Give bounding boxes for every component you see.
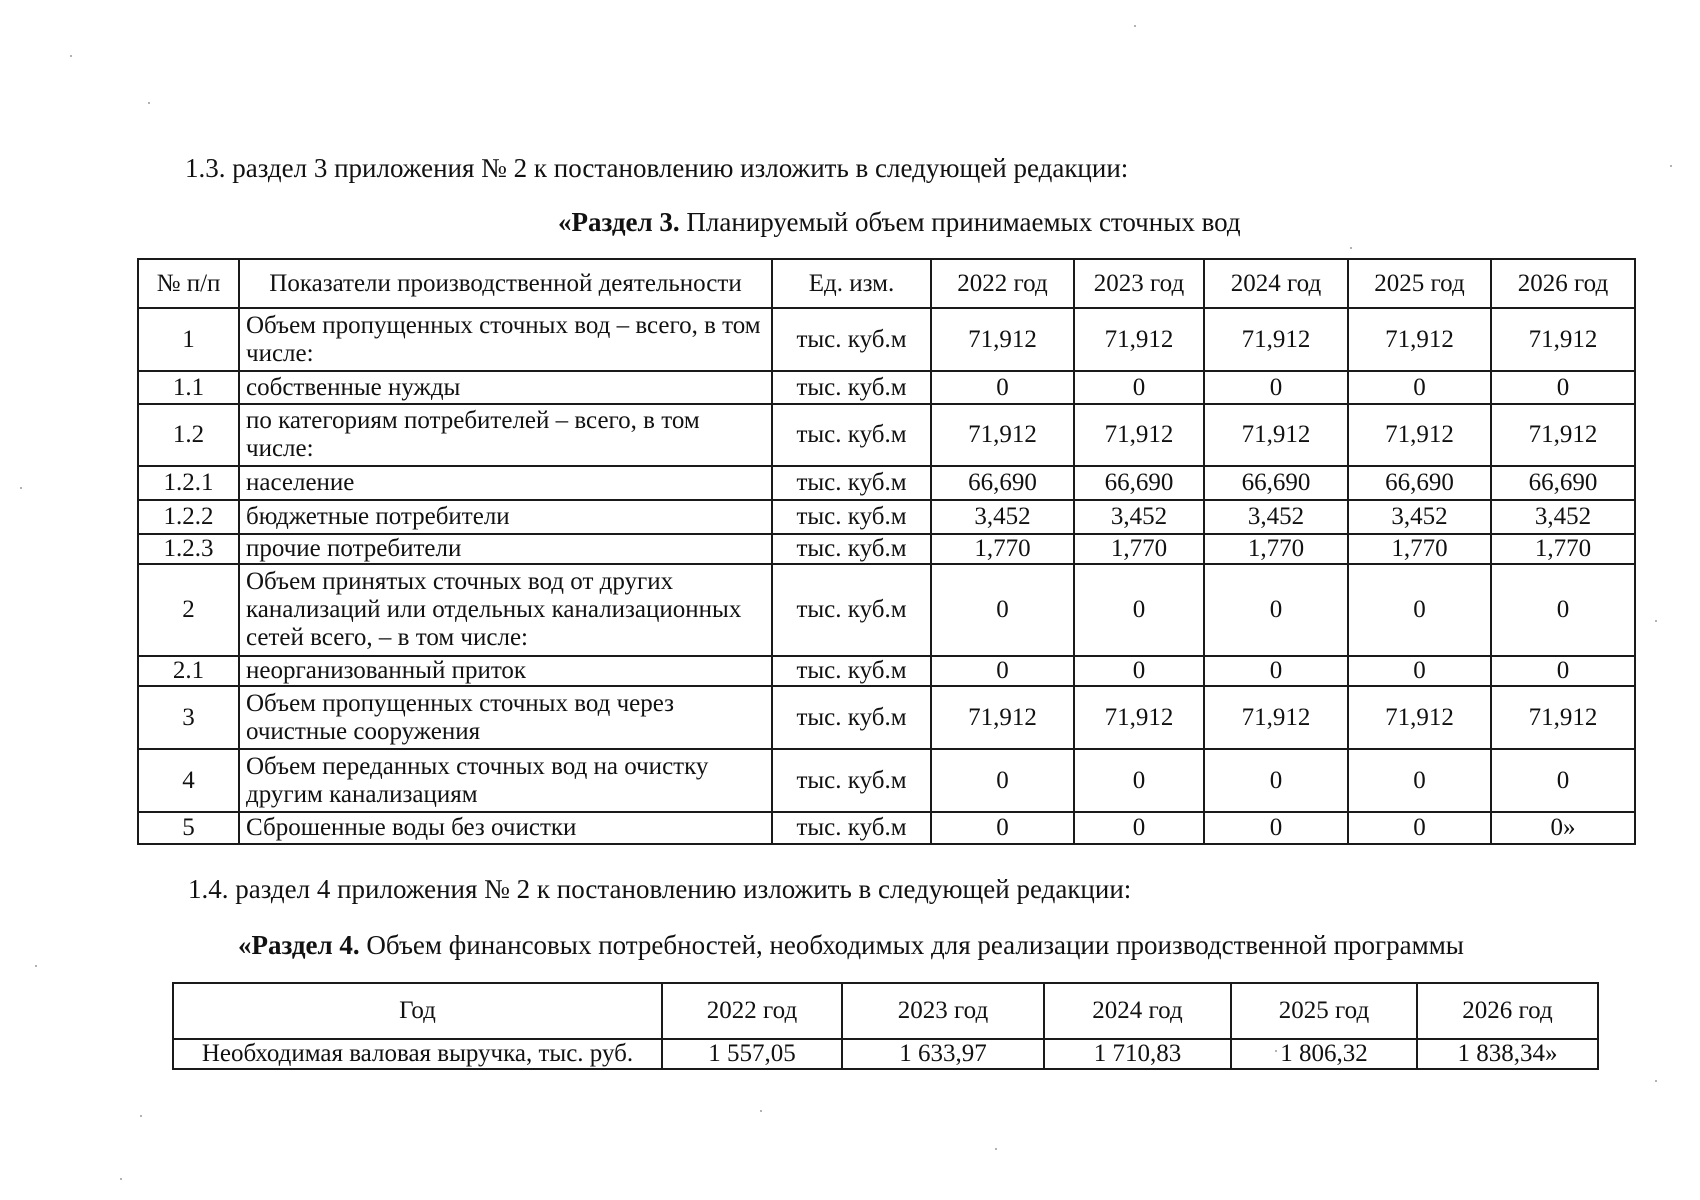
table4-header-2025: 2025 год	[1231, 983, 1417, 1039]
row-number: 1	[138, 308, 239, 371]
row-unit: тыс. куб.м	[772, 404, 931, 466]
row-unit: тыс. куб.м	[772, 534, 931, 564]
value-2022: 0	[931, 656, 1074, 686]
value-2023: 0	[1074, 749, 1204, 812]
revenue-2023: 1 633,97	[842, 1039, 1044, 1069]
row-indicator: Объем принятых сточных вод от других канализаций или отдельных канализационных сетей всего, – в том числе:	[239, 564, 772, 656]
value-2024: 66,690	[1204, 466, 1348, 500]
scan-speck	[35, 965, 37, 967]
revenue-2025: 1 806,32	[1231, 1039, 1417, 1069]
table3-header-row	[138, 259, 1635, 308]
value-2022: 0	[931, 371, 1074, 404]
scan-speck	[140, 1115, 142, 1117]
value-2024: 3,452	[1204, 500, 1348, 534]
value-2022: 66,690	[931, 466, 1074, 500]
table3-header-indicator: Показатели производственной деятельности	[239, 259, 772, 308]
revenue-2024: 1 710,83	[1044, 1039, 1231, 1069]
scan-speck	[760, 1110, 762, 1112]
row-number: 1.1	[138, 371, 239, 404]
value-2024: 0	[1204, 656, 1348, 686]
value-2023: 71,912	[1074, 404, 1204, 466]
row-unit: тыс. куб.м	[772, 656, 931, 686]
row-indicator: Объем пропущенных сточных вод через очистные сооружения	[239, 686, 772, 749]
paragraph-1-3: 1.3. раздел 3 приложения № 2 к постановлению изложить в следующей редакции:	[185, 153, 1129, 183]
table4-header-2023: 2023 год	[842, 983, 1044, 1039]
value-2022: 1,770	[931, 534, 1074, 564]
table3-header-2024: 2024 год	[1204, 259, 1348, 308]
row-indicator: неорганизованный приток	[239, 656, 772, 686]
value-2025: 66,690	[1348, 466, 1491, 500]
value-2025: 0	[1348, 371, 1491, 404]
value-2022: 71,912	[931, 308, 1074, 371]
value-2023: 0	[1074, 564, 1204, 656]
value-2025: 71,912	[1348, 686, 1491, 749]
scan-speck	[148, 102, 150, 104]
table-row	[138, 500, 1635, 534]
value-2026: 71,912	[1491, 404, 1635, 466]
value-2026: 0	[1491, 564, 1635, 656]
row-unit: тыс. куб.м	[772, 564, 931, 656]
value-2024: 0	[1204, 749, 1348, 812]
row-number: 1.2	[138, 404, 239, 466]
value-2025: 0	[1348, 656, 1491, 686]
table4-header-2026: 2026 год	[1417, 983, 1598, 1039]
row-indicator: Объем пропущенных сточных вод – всего, в том числе:	[239, 308, 772, 371]
value-2025: 71,912	[1348, 404, 1491, 466]
table-row	[138, 534, 1635, 564]
value-2025: 0	[1348, 749, 1491, 812]
table4-header-2024: 2024 год	[1044, 983, 1231, 1039]
scan-speck	[1275, 1050, 1277, 1052]
value-2024: 0	[1204, 812, 1348, 844]
scan-speck	[70, 55, 72, 57]
value-2025: 3,452	[1348, 500, 1491, 534]
row-unit: тыс. куб.м	[772, 308, 931, 371]
value-2023: 66,690	[1074, 466, 1204, 500]
paragraph-1-4: 1.4. раздел 4 приложения № 2 к постановлению изложить в следующей редакции:	[188, 874, 1132, 904]
value-2026: 0	[1491, 371, 1635, 404]
value-2026: 0»	[1491, 812, 1635, 844]
table3-header-2026: 2026 год	[1491, 259, 1635, 308]
section-4-title-bold: «Раздел 4.	[238, 930, 360, 960]
table3-header-unit: Ед. изм.	[772, 259, 931, 308]
section-3-title	[558, 206, 1241, 238]
row-number: 2.1	[138, 656, 239, 686]
value-2024: 71,912	[1204, 686, 1348, 749]
row-unit: тыс. куб.м	[772, 500, 931, 534]
table-row	[138, 466, 1635, 500]
table-row	[173, 1039, 1598, 1069]
scan-speck	[120, 1178, 122, 1180]
table4-header-year: Год	[173, 983, 662, 1039]
value-2023: 71,912	[1074, 308, 1204, 371]
scan-speck	[1670, 165, 1672, 167]
value-2022: 0	[931, 564, 1074, 656]
row-number: 5	[138, 812, 239, 844]
value-2025: 71,912	[1348, 308, 1491, 371]
row-indicator: по категориям потребителей – всего, в том числе:	[239, 404, 772, 466]
value-2026: 3,452	[1491, 500, 1635, 534]
revenue-2026: 1 838,34»	[1417, 1039, 1598, 1069]
table-row	[138, 308, 1635, 371]
table-row	[138, 404, 1635, 466]
value-2023: 3,452	[1074, 500, 1204, 534]
table4-header-row	[173, 983, 1598, 1039]
value-2023: 0	[1074, 812, 1204, 844]
row-unit: тыс. куб.м	[772, 466, 931, 500]
revenue-label: Необходимая валовая выручка, тыс. руб.	[173, 1039, 662, 1069]
row-number: 1.2.2	[138, 500, 239, 534]
value-2023: 0	[1074, 656, 1204, 686]
table3-header-2025: 2025 год	[1348, 259, 1491, 308]
value-2024: 71,912	[1204, 404, 1348, 466]
value-2026: 0	[1491, 656, 1635, 686]
value-2022: 3,452	[931, 500, 1074, 534]
row-number: 1.2.1	[138, 466, 239, 500]
table3-header-num: № п/п	[138, 259, 239, 308]
table-row	[138, 564, 1635, 656]
row-unit: тыс. куб.м	[772, 371, 931, 404]
section-3-title-bold: «Раздел 3.	[558, 207, 680, 237]
table-row	[138, 686, 1635, 749]
value-2022: 71,912	[931, 404, 1074, 466]
value-2022: 71,912	[931, 686, 1074, 749]
row-unit: тыс. куб.м	[772, 812, 931, 844]
scan-speck	[1655, 1080, 1657, 1082]
value-2023: 0	[1074, 371, 1204, 404]
row-indicator: население	[239, 466, 772, 500]
table4-header-2022: 2022 год	[662, 983, 842, 1039]
table-row	[138, 812, 1635, 844]
row-indicator: Объем переданных сточных вод на очистку другим канализациям	[239, 749, 772, 812]
scan-speck	[1350, 247, 1352, 249]
row-unit: тыс. куб.м	[772, 686, 931, 749]
value-2026: 71,912	[1491, 308, 1635, 371]
value-2024: 71,912	[1204, 308, 1348, 371]
table-row	[138, 656, 1635, 686]
row-indicator: бюджетные потребители	[239, 500, 772, 534]
value-2024: 1,770	[1204, 534, 1348, 564]
value-2023: 1,770	[1074, 534, 1204, 564]
section-4-title	[238, 929, 1464, 961]
revenue-2022: 1 557,05	[662, 1039, 842, 1069]
scan-speck	[20, 487, 22, 489]
row-number: 3	[138, 686, 239, 749]
row-unit: тыс. куб.м	[772, 749, 931, 812]
table-section-4	[172, 982, 1599, 1070]
value-2025: 0	[1348, 564, 1491, 656]
value-2026: 66,690	[1491, 466, 1635, 500]
row-indicator: собственные нужды	[239, 371, 772, 404]
value-2026: 0	[1491, 749, 1635, 812]
table-section-3	[137, 258, 1636, 845]
value-2025: 1,770	[1348, 534, 1491, 564]
value-2026: 1,770	[1491, 534, 1635, 564]
row-number: 2	[138, 564, 239, 656]
section-4-title-rest: Объем финансовых потребностей, необходимых для реализации производственной программы	[359, 930, 1464, 960]
value-2024: 0	[1204, 371, 1348, 404]
value-2022: 0	[931, 812, 1074, 844]
value-2024: 0	[1204, 564, 1348, 656]
row-indicator: Сброшенные воды без очистки	[239, 812, 772, 844]
section-3-title-rest: Планируемый объем принимаемых сточных вод	[679, 207, 1241, 237]
table3-header-2023: 2023 год	[1074, 259, 1204, 308]
value-2025: 0	[1348, 812, 1491, 844]
value-2026: 71,912	[1491, 686, 1635, 749]
table-row	[138, 371, 1635, 404]
scan-speck	[1655, 620, 1657, 622]
scan-speck	[995, 1148, 997, 1150]
row-number: 4	[138, 749, 239, 812]
row-indicator: прочие потребители	[239, 534, 772, 564]
row-number: 1.2.3	[138, 534, 239, 564]
table3-header-2022: 2022 год	[931, 259, 1074, 308]
scan-speck	[1134, 25, 1136, 27]
value-2022: 0	[931, 749, 1074, 812]
value-2023: 71,912	[1074, 686, 1204, 749]
table-row	[138, 749, 1635, 812]
